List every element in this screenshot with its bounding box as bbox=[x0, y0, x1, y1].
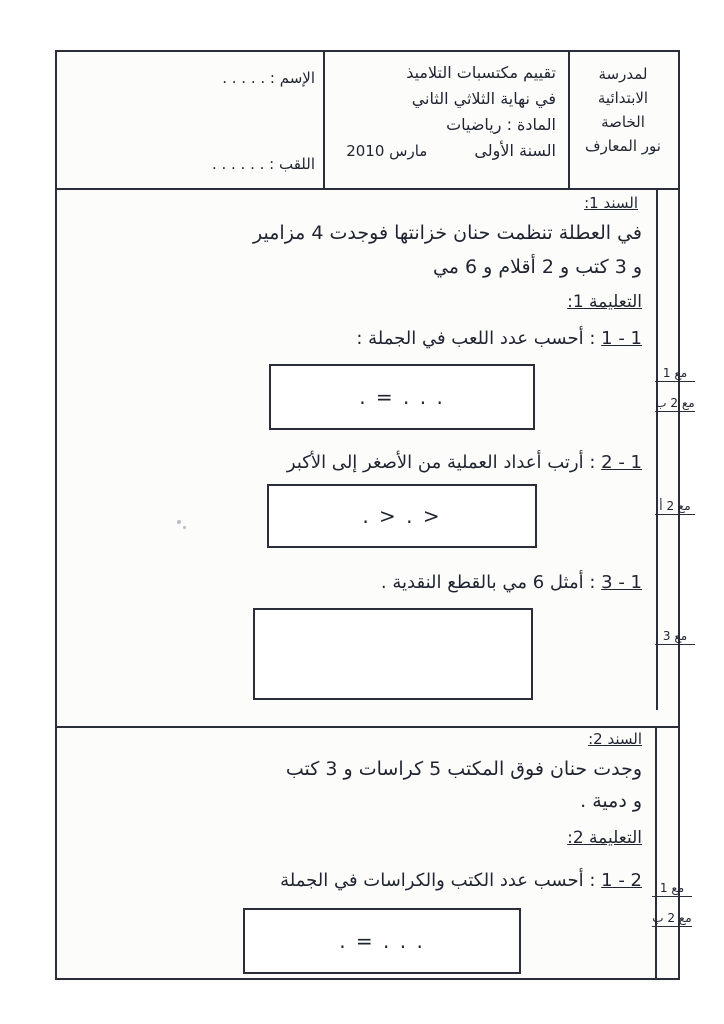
question-2-1-number: 2 - 1 bbox=[601, 870, 642, 891]
exam-sheet bbox=[55, 50, 680, 980]
instruction2-label: التعليمة 2: bbox=[567, 828, 642, 848]
question-1-3-text: : أمثل 6 مي بالقطع النقدية . bbox=[380, 572, 596, 593]
criterion-m2b-section2: مع 2 ب bbox=[652, 911, 692, 925]
question-1-1-text: : أحسب عدد اللعب في الجملة : bbox=[356, 328, 596, 349]
section1-text-line2: و 3 كتب و 2 أقلام و 6 مي bbox=[432, 256, 642, 278]
school-line-1: لمدرسة الابتدائية bbox=[597, 65, 649, 107]
answer-box-1-3[interactable] bbox=[253, 608, 533, 700]
criterion-m3: مع 3 bbox=[655, 628, 695, 645]
question-1-2 bbox=[287, 452, 642, 473]
section1-label: السند 1: bbox=[584, 194, 638, 212]
exam-header bbox=[57, 52, 678, 190]
answer-box-1-2[interactable]: . > . > bbox=[267, 484, 537, 548]
exam-period: في نهاية الثلاثي الثاني bbox=[411, 89, 556, 108]
scan-speck bbox=[183, 526, 186, 529]
exam-date: مارس 2010 bbox=[346, 142, 428, 160]
section1-text-line1: في العطلة تنظمت حنان خزانتها فوجدت 4 مزامير bbox=[253, 222, 642, 244]
student-name-field[interactable]: الإسم : . . . . . bbox=[222, 69, 315, 87]
section2-label: السند 2: bbox=[588, 730, 642, 748]
section2-text-line2: و دمية . bbox=[580, 790, 642, 812]
student-surname-field[interactable]: اللقب : . . . . . . bbox=[211, 155, 315, 173]
question-1-2-number: 1 - 2 bbox=[601, 452, 642, 473]
criterion-m2b: مع 2 ب bbox=[655, 396, 695, 410]
answer-box-1-1[interactable]: . = . . . bbox=[269, 364, 535, 430]
student-info-block bbox=[57, 52, 323, 188]
criterion-m1-section2: مع 1 bbox=[652, 880, 692, 897]
school-line-2: الخاصة bbox=[601, 113, 645, 131]
exam-title: تقييم مكتسبات التلاميذ bbox=[406, 63, 556, 82]
question-1-3-number: 1 - 3 bbox=[601, 572, 642, 593]
exam-subject: المادة : رياضيات bbox=[446, 115, 556, 134]
section-divider bbox=[57, 726, 678, 728]
instruction1-label: التعليمة 1: bbox=[567, 292, 642, 312]
school-line-3: نور المعارف bbox=[585, 137, 661, 155]
question-2-1 bbox=[280, 870, 642, 891]
exam-grade-date bbox=[331, 138, 556, 164]
margin-column-2 bbox=[655, 728, 659, 980]
question-1-1-number: 1 - 1 bbox=[601, 328, 642, 349]
exam-info-block bbox=[323, 52, 568, 188]
criterion-m2a: مع 2 أ bbox=[655, 498, 695, 515]
school-name-block bbox=[568, 52, 678, 188]
section2-text-line1: وجدت حنان فوق المكتب 5 كراسات و 3 كتب bbox=[285, 758, 642, 780]
question-1-2-text: : أرتب أعداد العملية من الأصغر إلى الأكبر bbox=[286, 452, 596, 473]
exam-grade: السنة الأولى bbox=[474, 141, 556, 160]
scan-speck bbox=[177, 520, 181, 524]
question-1-3 bbox=[381, 572, 642, 593]
answer-box-2-1[interactable]: . = . . . bbox=[243, 908, 521, 974]
question-1-1 bbox=[356, 328, 642, 349]
question-2-1-text: : أحسب عدد الكتب والكراسات في الجملة bbox=[280, 870, 596, 891]
criterion-m1: مع 1 bbox=[655, 365, 695, 382]
